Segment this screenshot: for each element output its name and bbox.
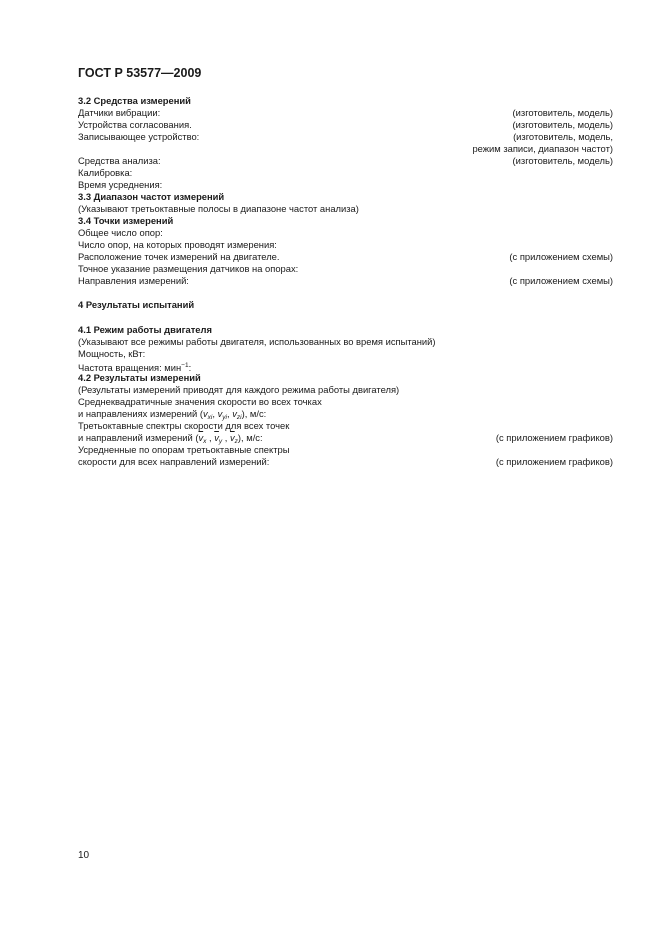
text: ), м/с: bbox=[241, 408, 267, 419]
symbol-v-bar: $\overline{v}$ bbox=[214, 432, 219, 443]
text: и направлений измерений ( bbox=[78, 432, 199, 443]
field-note: (изготовитель, модель) bbox=[512, 107, 613, 118]
field-label: Усредненные по опорам третьоктавные спектры bbox=[78, 444, 290, 455]
field-label: и направлений измерений ($\overline{v}_x$ , $\overline{v}_y$ , $\overline{v}_z$), м/с: bbox=[78, 432, 263, 445]
section-text: (Указывают третьоктавные полосы в диапазоне частот анализа) bbox=[78, 203, 359, 214]
field-label: Калибровка: bbox=[78, 167, 133, 178]
field-label: и направлениях измерений ($v_{xi}$, $v_{yi}$, $v_{zi}$), м/с: bbox=[78, 408, 267, 421]
subscript: y bbox=[218, 438, 223, 445]
section-heading-4-2: 4.2 Результаты измерений bbox=[78, 372, 201, 383]
symbol-v-bar: $\overline{v}$ bbox=[198, 432, 204, 443]
field-label: Третьоктавные спектры скорости для всех точек bbox=[78, 420, 290, 431]
field-label: Направления измерений: bbox=[78, 275, 189, 286]
subscript: zi bbox=[236, 414, 242, 421]
subscript: yi bbox=[222, 414, 227, 421]
field-label: скорости для всех направлений измерений: bbox=[78, 456, 270, 467]
field-note: (изготовитель, модель) bbox=[512, 119, 613, 130]
section-heading-4: 4 Результаты испытаний bbox=[78, 299, 195, 310]
speed-label: Частота вращения: мин bbox=[78, 362, 182, 374]
section-heading-3-2: 3.2 Средства измерений bbox=[78, 95, 191, 106]
exponent: −1 bbox=[181, 362, 189, 369]
symbol-v: v bbox=[232, 408, 237, 419]
field-label: Время усреднения: bbox=[78, 179, 163, 190]
field-label: Расположение точек измерений на двигателе. bbox=[78, 251, 280, 262]
field-label: Датчики вибрации: bbox=[78, 107, 161, 118]
field-note: (изготовитель, модель) bbox=[512, 155, 613, 166]
field-note: (с приложением графиков) bbox=[495, 432, 613, 443]
page-number: 10 bbox=[78, 850, 90, 861]
field-note: (с приложением схемы) bbox=[509, 275, 613, 286]
field-label: Записывающее устройство: bbox=[78, 131, 200, 142]
symbol-v-bar: $\overline{v}$ bbox=[229, 432, 235, 443]
symbol-v: v bbox=[202, 408, 208, 419]
text: и направлениях измерений ( bbox=[78, 408, 203, 419]
section-text: (Результаты измерений приводят для каждого режима работы двигателя) bbox=[78, 384, 400, 395]
section-heading-3-4: 3.4 Точки измерений bbox=[78, 215, 174, 226]
subscript: z bbox=[234, 438, 238, 445]
field-label: Точное указание размещения датчиков на опорах: bbox=[78, 263, 299, 274]
field-note: (с приложением схемы) bbox=[509, 251, 613, 262]
section-heading-4-1: 4.1 Режим работы двигателя bbox=[78, 324, 212, 335]
subscript: xi bbox=[207, 414, 213, 421]
symbol-v: v bbox=[217, 408, 223, 419]
field-note: (изготовитель, модель, bbox=[513, 131, 613, 142]
document-header: ГОСТ Р 53577—2009 bbox=[78, 66, 202, 80]
field-note: (с приложением графиков) bbox=[495, 456, 613, 467]
section-heading-3-3: 3.3 Диапазон частот измерений bbox=[78, 191, 225, 202]
field-label: Средства анализа: bbox=[78, 155, 161, 166]
section-text: (Указывают все режимы работы двигателя, использованных во время испытаний) bbox=[78, 336, 436, 347]
colon: : bbox=[188, 362, 192, 374]
subscript: x bbox=[203, 438, 207, 445]
field-label: Мощность, кВт: bbox=[78, 348, 146, 359]
field-label: Число опор, на которых проводят измерения: bbox=[78, 239, 277, 250]
field-note: режим записи, диапазон частот) bbox=[472, 143, 613, 154]
text: ), м/с: bbox=[237, 432, 263, 443]
field-label: Общее число опор: bbox=[78, 227, 163, 238]
field-label: Среднеквадратичные значения скорости во всех точках bbox=[78, 396, 322, 407]
field-label: Устройства согласования. bbox=[78, 119, 192, 130]
